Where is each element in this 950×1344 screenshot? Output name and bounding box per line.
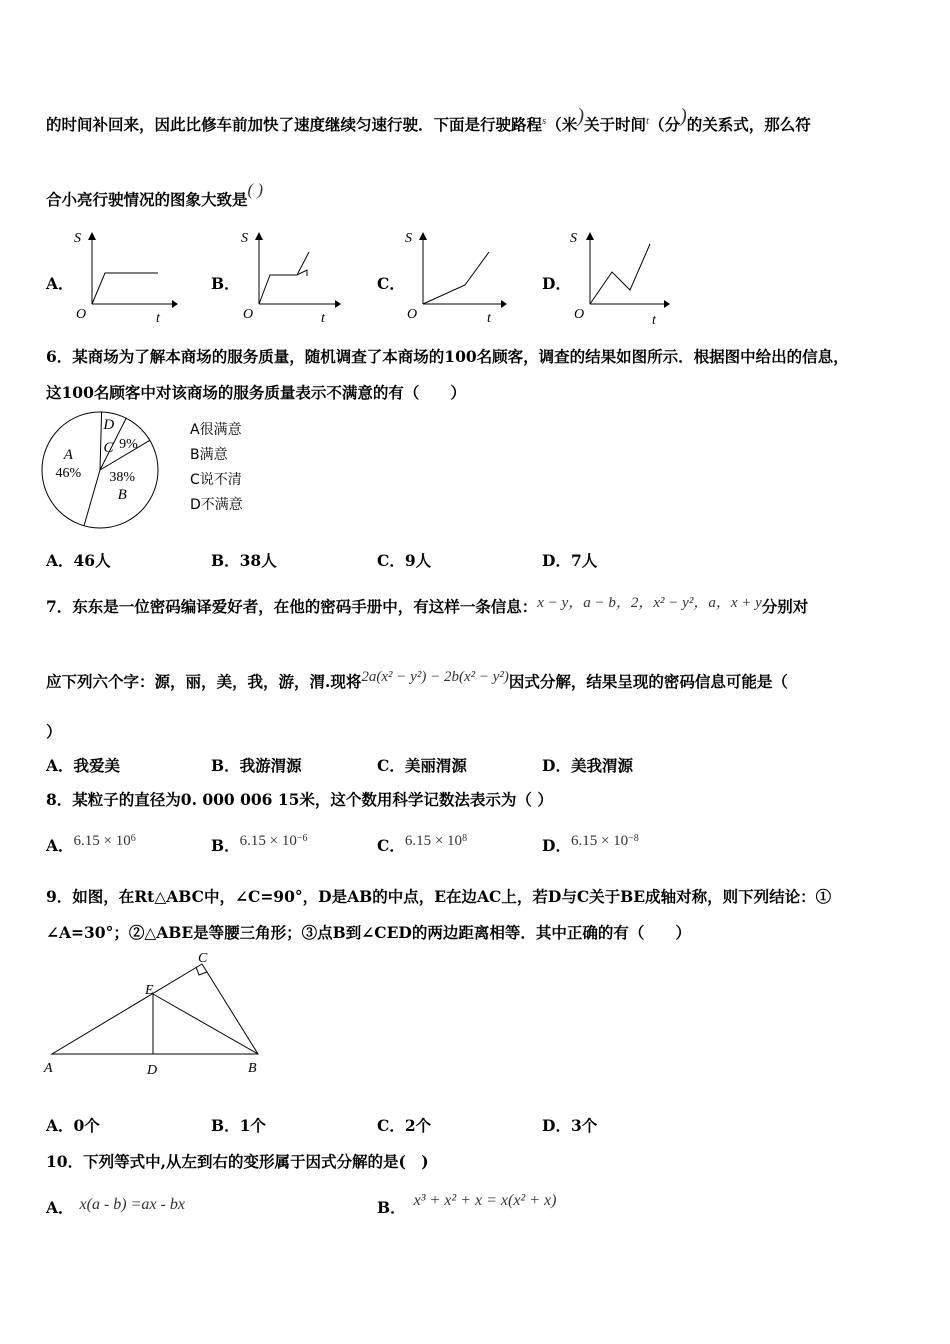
q10-line1: 10．下列等式中,从左到右的变形属于因式分解的是( ) (46, 1152, 429, 1171)
q5-option-c-label[interactable]: C． (377, 274, 405, 293)
q7-line1: 7．东东是一位密码编译爱好者，在他的密码手册中，有这样一条信息：x − y，a − b，2，x² − y²，a，x + y分别对 (46, 595, 809, 616)
q9-option-d[interactable]: D．3个 (542, 1116, 598, 1135)
q6-option-d[interactable]: D．7人 (542, 551, 598, 570)
q5-graph-a[interactable] (70, 228, 180, 324)
q6-option-b[interactable]: B．38人 (211, 551, 277, 570)
q7-term-6: x + y (730, 595, 762, 611)
q7-term-2: a − b， (583, 595, 631, 611)
q5-b-origin: O (243, 307, 254, 322)
q6-pie-chart (40, 410, 172, 536)
q5-c-origin: O (407, 307, 418, 322)
q5-graph-d[interactable] (568, 228, 678, 324)
q8-option-a[interactable]: A．$6.15 \times 10^6$ (46, 832, 136, 855)
q5-graph-b[interactable] (237, 228, 347, 324)
q5-a-ylabel: S (74, 231, 81, 246)
q5-d-origin: O (574, 307, 585, 322)
q9-option-c[interactable]: C．2个 (377, 1116, 432, 1135)
q5-a-xlabel: t (156, 311, 160, 324)
q9-line2: ∠A=30°；②△ABE是等腰三角形；③点B到∠CED的两边距离相等．其中正确的有（ ） (46, 923, 691, 942)
q7-option-b[interactable]: B．我游渭源 (211, 756, 302, 775)
legend-item-a: A很满意 (190, 422, 242, 438)
q10-option-a[interactable]: A． x(a - b) =ax - bx (46, 1196, 185, 1217)
q9-label-b: B (248, 1061, 257, 1076)
q7-option-c[interactable]: C．美丽渭源 (377, 756, 467, 775)
pie-slice-a-edge (84, 470, 100, 526)
legend-item-b: B满意 (190, 447, 228, 463)
q9-label-c: C (198, 951, 208, 966)
q6-line1: 6．某商场为了解本商场的服务质量，随机调查了本商场的100名顾客，调查的结果如图所示．根据图中给出的信息， (46, 347, 849, 366)
q5-line1: 的时间补回来，因此比修车前加快了速度继续匀速行驶．下面是行驶路程$^s$（米)关于时间$^t$（分)的关系式，那么符 (46, 105, 811, 134)
q7-expression: 2a(x² − y²) − 2b(x² − y²) (361, 669, 509, 685)
q8-option-d[interactable]: D．$6.15 \times 10^{-8}$ (542, 832, 639, 855)
q7-term-1: x − y， (537, 595, 584, 611)
legend-item-d: D不满意 (190, 497, 243, 513)
q5-option-d-label[interactable]: D． (542, 274, 571, 293)
pie-slice-c-label: 9% (119, 437, 138, 453)
pie-slice-b-label: 38% (109, 470, 136, 486)
q5-c-ylabel: S (405, 231, 412, 246)
q8-option-b[interactable]: B．$6.15 \times 10^{-6}$ (211, 832, 308, 855)
q6-line2: 这100名顾客中对该商场的服务质量表示不满意的有（ ） (46, 383, 466, 402)
q5-a-origin: O (76, 307, 87, 322)
q9-label-a: A (44, 1061, 53, 1076)
pie-slice-c-key: C (103, 440, 114, 457)
q5-option-a-label[interactable]: A． (46, 274, 74, 293)
q7-option-a[interactable]: A．我爱美 (46, 756, 121, 775)
q10-option-b[interactable]: B． x³ + x² + x = x(x² + x) (377, 1192, 557, 1217)
legend-item-c: C说不清 (190, 472, 242, 488)
q6-option-a[interactable]: A．46人 (46, 551, 111, 570)
q7-line2: 应下列六个字：源，丽，美，我，游，渭.现将2a(x² − y²) − 2b(x² − y²)因式分解，结果呈现的密码信息可能是（ (46, 669, 788, 691)
q9-option-b[interactable]: B．1个 (211, 1116, 266, 1135)
q9-triangle-figure (40, 948, 280, 1080)
q5-line2: 合小亮行驶情况的图象大致是( ) (46, 180, 264, 209)
q9-option-a[interactable]: A．0个 (46, 1116, 100, 1135)
pie-slice-d-edge (100, 412, 102, 470)
q8-line1: 8．某粒子的直径为0. 000 006 15米，这个数用科学记数法表示为（ ） (46, 790, 553, 809)
pie-slice-d-key: D (103, 417, 115, 434)
q5-c-xlabel: t (487, 311, 491, 324)
pie-slice-a-key: A (63, 447, 73, 464)
q7-term-3: 2， (630, 595, 654, 611)
q6-legend (190, 418, 243, 518)
q7-line3: ） (46, 722, 62, 741)
q5-graph-c[interactable] (401, 228, 511, 324)
q9-label-d: D (147, 1063, 158, 1078)
q5-d-xlabel: t (652, 313, 656, 324)
q5-b-xlabel: t (321, 311, 325, 324)
q9-label-e: E (145, 983, 154, 998)
q5-option-b-label[interactable]: B． (211, 274, 240, 293)
q8-option-c[interactable]: C．$6.15 \times 10^8$ (377, 832, 468, 855)
pie-slice-a-label: 46% (55, 466, 82, 482)
pie-slice-b-key: B (117, 487, 127, 504)
q9-line1: 9．如图，在Rt△ABC中，∠C=90°，D是AB的中点，E在边AC上，若D与C关于BE成轴对称，则下列结论：① (46, 887, 832, 906)
q7-term-4: x² − y²， (653, 595, 709, 611)
q7-option-d[interactable]: D．美我渭源 (542, 756, 633, 775)
q7-term-5: a， (708, 595, 731, 611)
q5-b-ylabel: S (241, 231, 248, 246)
q6-option-c[interactable]: C．9人 (377, 551, 432, 570)
q5-d-ylabel: S (570, 231, 577, 246)
